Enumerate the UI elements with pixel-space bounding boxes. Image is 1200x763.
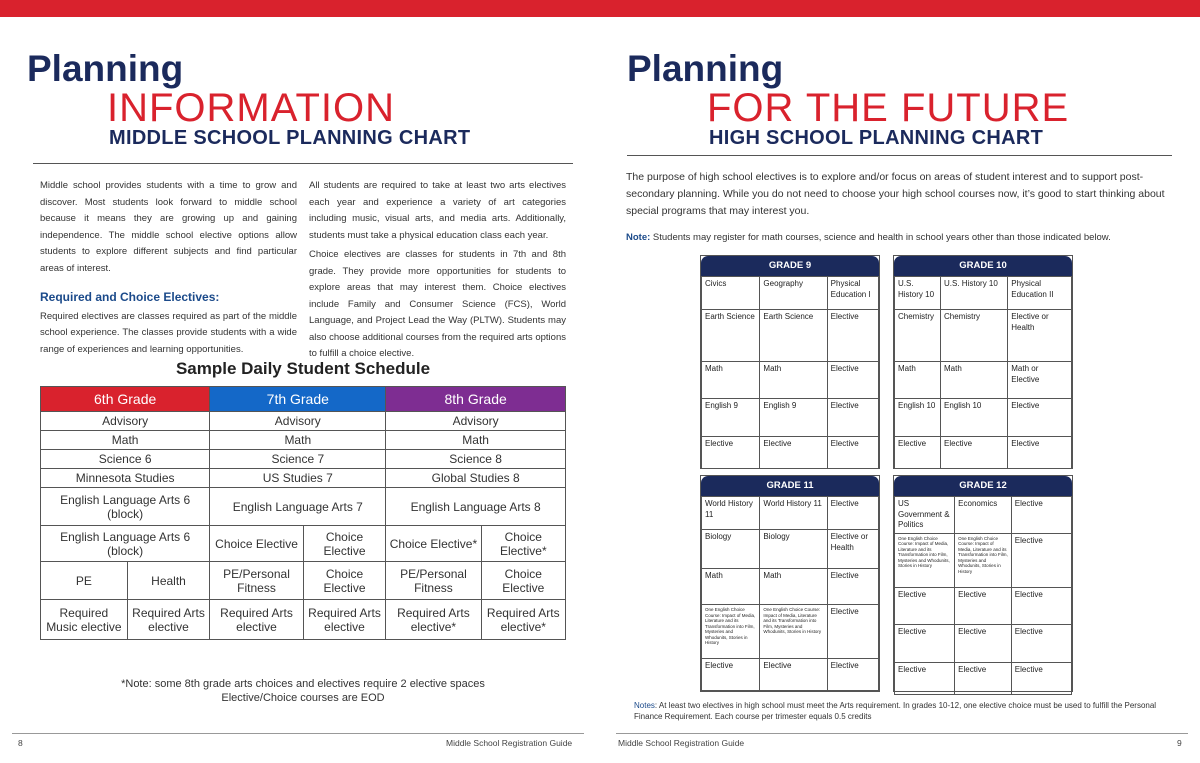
table-cell: Earth Science (702, 310, 760, 362)
table-cell: Elective (1011, 533, 1071, 587)
table-row (702, 437, 879, 469)
table-cell: PE (41, 562, 128, 600)
table-row (702, 569, 879, 605)
bottom-notes-label: Notes (634, 701, 655, 710)
table-cell: Math or Elective (1008, 362, 1072, 399)
table-row (702, 310, 879, 362)
table-cell: Elective (1008, 437, 1072, 469)
table-cell: Elective (1011, 497, 1071, 534)
table-cell: Elective (827, 497, 878, 530)
table-cell: Elective (895, 624, 955, 662)
grade-10-box (893, 255, 1073, 469)
table-cell: US Studies 7 (210, 469, 386, 488)
table-row (41, 450, 566, 469)
table-cell: Science 6 (41, 450, 210, 469)
bottom-notes (634, 700, 1174, 722)
table-cell: English Language Arts 7 (210, 488, 386, 526)
table-cell: Math (895, 362, 941, 399)
table-cell: Elective or Health (827, 530, 878, 569)
table-row (702, 605, 879, 659)
table-cell: Elective (955, 587, 1012, 624)
table-row (41, 600, 566, 640)
note-label: Note: (626, 232, 651, 243)
table-row (702, 530, 879, 569)
table-cell: Biology (702, 530, 760, 569)
table-row (41, 412, 566, 431)
table-cell: Math (702, 362, 760, 399)
table-cell: Minnesota Studies (41, 469, 210, 488)
table-cell: Global Studies 8 (386, 469, 566, 488)
table-cell: English Language Arts 6 (block) (41, 488, 210, 526)
table-cell: Math (41, 431, 210, 450)
table-row (895, 437, 1072, 469)
table-cell: US Government & Politics (895, 497, 955, 534)
left-title-big: INFORMATION (107, 86, 396, 130)
table-cell: English 10 (941, 399, 1008, 437)
schedule-note-line-1: *Note: some 8th grade arts choices and electives require 2 elective spaces (121, 678, 485, 690)
grade-11-title: GRADE 11 (701, 476, 879, 496)
right-title-big: FOR THE FUTURE (707, 86, 1070, 130)
grade-9-title: GRADE 9 (701, 256, 879, 276)
col2-paragraph-2: Choice electives are classes for students in 7th and 8th grade. They provide more opportunities for students to explore areas that may interest them. Choice electives include Family and Consumer Science (FCS), World Language, and Project Lead the Way (PLTW). Students may also choose additional courses from the required arts options to fulfill a choice elective. (309, 249, 566, 359)
table-cell: Required Arts elective (210, 600, 303, 640)
table-cell: Science 7 (210, 450, 386, 469)
table-cell: One English Choice Course: Impact of Media, Literature and its Transformation into Film, Mysteries and Whodunits, Stories in History (955, 533, 1012, 587)
schedule-title: Sample Daily Student Schedule (175, 359, 431, 378)
note-text: Students may register for math courses, science and health in school years other than those indicated below. (650, 232, 1111, 243)
table-cell: Required Arts elective (303, 600, 386, 640)
right-page-number: 9 (1177, 738, 1182, 748)
left-page-number: 8 (18, 738, 23, 748)
table-cell: Elective (827, 659, 878, 691)
table-cell: Civics (702, 277, 760, 310)
table-row (702, 659, 879, 691)
table-cell: English 9 (702, 399, 760, 437)
grade-7-header: 7th Grade (210, 387, 386, 412)
table-cell: Advisory (386, 412, 566, 431)
table-cell: English 9 (760, 399, 827, 437)
table-cell: Elective (895, 587, 955, 624)
table-cell: Advisory (41, 412, 210, 431)
table-cell: Elective (702, 437, 760, 469)
table-cell: Math (760, 362, 827, 399)
table-cell: Geography (760, 277, 827, 310)
table-cell: Elective (827, 399, 878, 437)
grade-9-box (700, 255, 880, 469)
table-cell: Elective (955, 662, 1012, 694)
table-cell: Science 8 (386, 450, 566, 469)
grade-12-title: GRADE 12 (894, 476, 1072, 496)
table-row (41, 562, 566, 600)
right-footer-line (616, 733, 1188, 734)
table-row (702, 362, 879, 399)
table-cell: Required Arts elective* (386, 600, 481, 640)
left-column-2 (309, 178, 566, 366)
table-row (895, 399, 1072, 437)
table-cell: Elective (941, 437, 1008, 469)
col1-paragraph-1: Middle school provides students with a time to grow and discover. Most students look forward to middle school because it means they are growing up and gaining independence. The middle school elective options allow students to explore different subjects and find particular areas of interest. (40, 180, 297, 274)
table-cell: Chemistry (941, 310, 1008, 362)
table-cell: One English Choice Course: Impact of Media, Literature and its Transformation into Film, Mysteries and Whodunits, Stories in History (760, 605, 827, 659)
table-cell: Required Arts elective* (481, 600, 565, 640)
table-cell: Elective (1008, 399, 1072, 437)
table-row (895, 587, 1072, 624)
table-row (895, 662, 1072, 694)
table-cell: Math (760, 569, 827, 605)
table-cell: Advisory (210, 412, 386, 431)
right-footer-text: Middle School Registration Guide (618, 738, 745, 748)
table-cell: Choice Elective (303, 526, 386, 562)
table-row (895, 310, 1072, 362)
right-intro: The purpose of high school electives is to explore and/or focus on areas of student interest and to support post-secondary planning. While you do not need to choose your high school courses now, it’s good to start thinking about special programs that may interest you. (626, 171, 1165, 217)
table-cell: Choice Elective (481, 562, 565, 600)
top-red-bar (0, 0, 1200, 17)
table-cell: Math (702, 569, 760, 605)
table-row (702, 399, 879, 437)
grade-12-box (893, 475, 1073, 692)
grade-12-table (894, 496, 1072, 695)
table-cell: English Language Arts 6 (block) (41, 526, 210, 562)
table-cell: One English Choice Course: Impact of Media, Literature and its Transformation into Film, Mysteries and Whodunits, Stories in History (702, 605, 760, 659)
table-cell: Elective (895, 662, 955, 694)
table-cell: PE/Personal Fitness (386, 562, 481, 600)
table-cell: Math (210, 431, 386, 450)
table-cell: Economics (955, 497, 1012, 534)
table-row (895, 624, 1072, 662)
grade-8-header: 8th Grade (386, 387, 566, 412)
table-cell: English Language Arts 8 (386, 488, 566, 526)
table-cell: Elective (955, 624, 1012, 662)
col1-paragraph-2: Required electives are classes required as part of the middle school experience. The classes provide students with a wide range of experiences and learning opportunities. (40, 310, 297, 355)
table-cell: Physical Education I (827, 277, 878, 310)
table-cell: Elective (827, 437, 878, 469)
schedule-note (40, 677, 566, 705)
table-cell: Elective (760, 437, 827, 469)
table-cell: U.S. History 10 (941, 277, 1008, 310)
right-subtitle: HIGH SCHOOL PLANNING CHART (709, 127, 1044, 149)
table-cell: Math (386, 431, 566, 450)
table-cell: Choice Elective* (481, 526, 565, 562)
table-cell: Elective (1011, 587, 1071, 624)
bottom-notes-text: : At least two electives in high school must meet the Arts requirement. In grades 10-12, one elective choice must be used to fulfill the Personal Finance Requirement. Each course per trimester equals 0.5 credits (634, 701, 1157, 721)
grade-9-table (701, 276, 879, 469)
table-cell: Choice Elective (303, 562, 386, 600)
table-row (895, 277, 1072, 310)
table-cell: Choice Elective (210, 526, 303, 562)
table-row (702, 277, 879, 310)
left-subtitle: MIDDLE SCHOOL PLANNING CHART (109, 127, 471, 149)
table-cell: World History 11 (760, 497, 827, 530)
table-row (41, 488, 566, 526)
table-cell: Elective (702, 659, 760, 691)
right-title-planning: Planning (627, 48, 784, 89)
schedule-note-line-2: Elective/Choice courses are EOD (221, 692, 385, 704)
left-divider (33, 163, 573, 164)
table-cell: Choice Elective* (386, 526, 481, 562)
grade-10-table (894, 276, 1072, 469)
grade-6-header: 6th Grade (41, 387, 210, 412)
table-cell: English 10 (895, 399, 941, 437)
table-cell: Elective or Health (1008, 310, 1072, 362)
table-cell: Biology (760, 530, 827, 569)
table-cell: Elective (827, 362, 878, 399)
table-cell: Elective (1011, 624, 1071, 662)
table-row (895, 362, 1072, 399)
right-note (626, 232, 1186, 243)
table-row (895, 533, 1072, 587)
grade-11-box (700, 475, 880, 692)
schedule-table (40, 386, 566, 640)
table-cell: Required Music elective (41, 600, 128, 640)
table-cell: Health (127, 562, 210, 600)
left-footer-line (12, 733, 584, 734)
col1-heading: Required and Choice Electives: (40, 290, 220, 304)
left-footer-text: Middle School Registration Guide (446, 738, 573, 748)
table-row (41, 431, 566, 450)
table-cell: Chemistry (895, 310, 941, 362)
table-cell: Required Arts elective (127, 600, 210, 640)
grade-11-table (701, 496, 879, 691)
table-cell: Elective (827, 310, 878, 362)
col2-paragraph-1: All students are required to take at least two arts electives each year and experience a variety of art categories including music, visual arts, and media arts. Additionally, students must take a physical education class each year. (309, 180, 566, 241)
table-cell: Elective (1011, 662, 1071, 694)
right-divider (627, 155, 1172, 156)
table-cell: U.S. History 10 (895, 277, 941, 310)
table-cell: Earth Science (760, 310, 827, 362)
table-cell: One English Choice Course: Impact of Media, Literature and its Transformation into Film, Mysteries and Whodunits, Stories in History (895, 533, 955, 587)
table-row (41, 469, 566, 488)
table-cell: Elective (760, 659, 827, 691)
table-row (895, 497, 1072, 534)
table-cell: Elective (895, 437, 941, 469)
left-title-planning: Planning (27, 48, 184, 89)
table-cell: Elective (827, 569, 878, 605)
table-cell: PE/Personal Fitness (210, 562, 303, 600)
table-cell: Physical Education II (1008, 277, 1072, 310)
grade-10-title: GRADE 10 (894, 256, 1072, 276)
table-row (702, 497, 879, 530)
table-cell: World History 11 (702, 497, 760, 530)
table-cell: Elective (827, 605, 878, 659)
left-column-1 (40, 178, 297, 361)
table-cell: Math (941, 362, 1008, 399)
table-row (41, 526, 566, 562)
